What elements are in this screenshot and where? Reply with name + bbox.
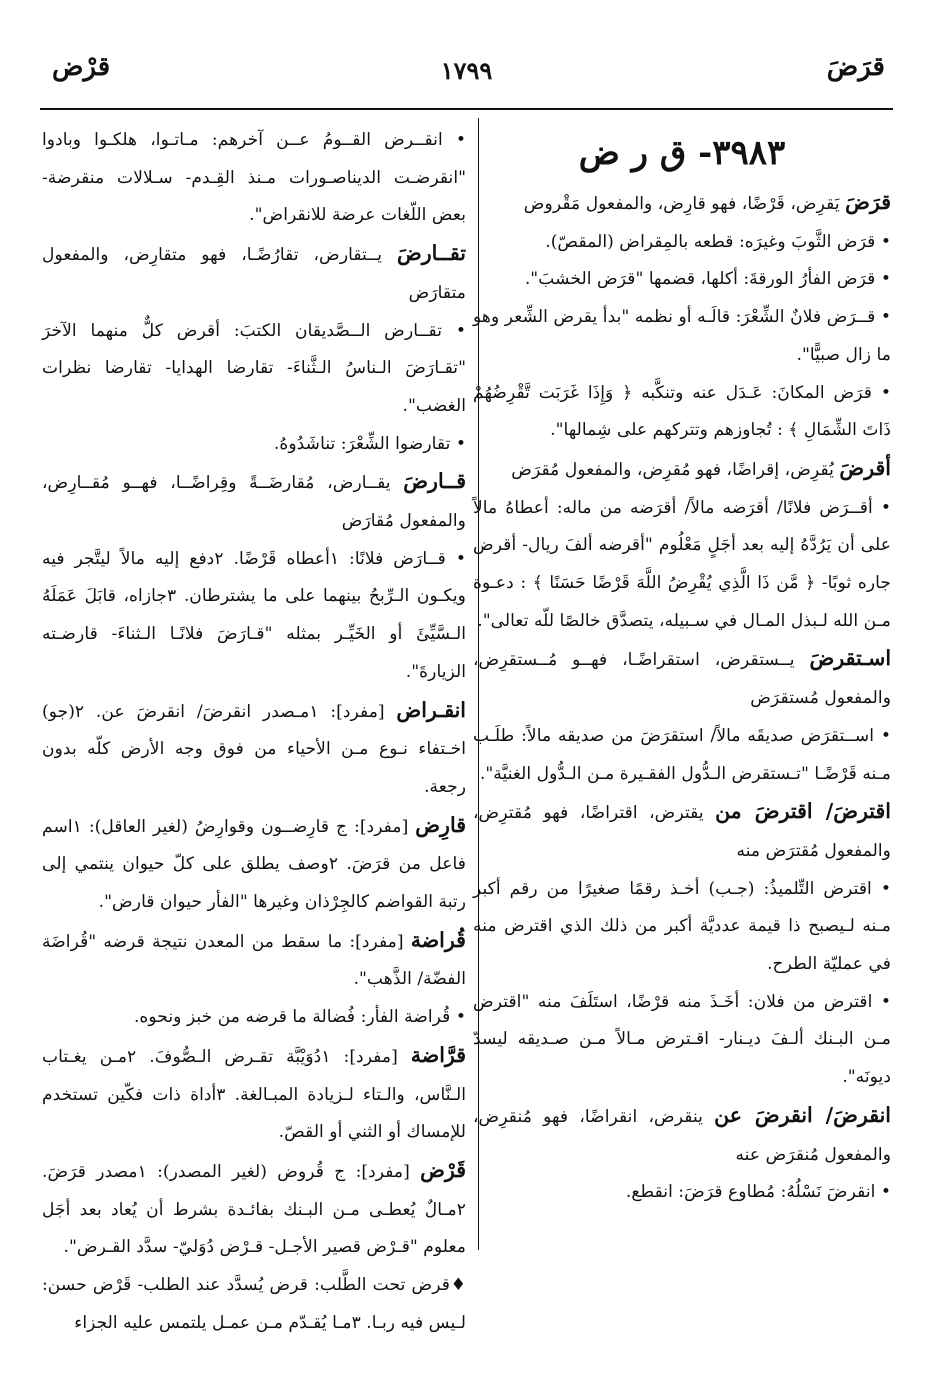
left-column [42, 122, 466, 1343]
entry-headword-paragraph [42, 1037, 466, 1152]
entry-text: يقترض، اقتراضًا، فهو مُقترِض، والمفعول مُقترَض منه [473, 803, 891, 861]
right-column-entries [473, 184, 891, 1212]
header-guide-word-left: قرْض [52, 52, 111, 82]
entry-sense-paragraph [473, 299, 891, 374]
entry-text: يــستقرض، استقراضًـا، فهــو مُــستقرِض، والمفعول مُستقرَض [473, 650, 891, 709]
entry-headword: قرَضَ [845, 190, 891, 214]
entry-text: ينقرض، انقراضًا، فهو مُنقرِض، والمفعول مُنقرَض عنه [473, 1106, 891, 1165]
entry-sense-paragraph [42, 122, 466, 235]
entry-sense-paragraph [473, 490, 891, 641]
entry-sense-paragraph [42, 999, 466, 1037]
entry-text: ♦قرض تحت الطَّلب: قرض يُسدَّد عند الطلب- قَرْض حسن: لـيس فيه ربـا. ٣مـا يُقـدّم مـن عمـل يلتمس عليه الجزاء [42, 1275, 466, 1333]
entry-sense-paragraph [42, 1267, 466, 1342]
entry-headword: انقرضَ/ انقرضَ عن [714, 1102, 891, 1127]
entry-sense-paragraph [42, 313, 466, 426]
entry-headword: اقترضَ/ اقترضَ من [715, 799, 891, 824]
entry-sense-paragraph [473, 984, 891, 1097]
entry-headword-paragraph [42, 1152, 466, 1267]
entry-text: • انقرضَ نَسْلُهُ: مُطاوع قرَضَ: انقطع. [625, 1182, 891, 1203]
entry-headword: قرَّاضة [410, 1042, 467, 1067]
entry-text: [مفرد]: ج قُروض (لغير المصدر): ١مصدر قرَضَ. ٢مـالٌ يُعطـى مـن البـنك بفائـدة بشرط أن يُعاد بعد أجَل معلوم "قـرْض قصير الأجـل- قـرْض دُوَليّ- سدَّد القـرض". [42, 1161, 466, 1258]
entry-headword-paragraph [42, 463, 466, 540]
entry-headword-paragraph [42, 692, 466, 807]
entry-text: • قرَض المكانَ: عَـدَل عنه وتنكَّبه ﴿ وَإِذَا غَرَبَت تَّقْرِضُهُمْ ذَاتَ الشِّمَالِ ﴾ : تُجاوزهم وتتركهم على شِمالها". [473, 382, 891, 441]
entry-text: • قرَض الثَّوبَ وغيرَه: قطعه بالمِقراض (المقصّ). [545, 231, 891, 252]
entry-sense-paragraph [473, 224, 891, 262]
entry-text: • قُراضة الفأر: فُضالة ما قرضه من خبز ونحوه. [133, 1007, 466, 1028]
entry-headword: قــارضَ [403, 469, 467, 494]
entry-headword-paragraph [473, 450, 891, 490]
header-rule [40, 108, 893, 110]
entry-sense-paragraph [42, 426, 466, 464]
entry-text: • قــارَض فلانًا: ١أعطاه قَرْضًا. ٢دفع إليه مالاً ليتَّجر فيه ويكـون الـرِّبحُ بينهما على ما يشترطان. ٣جازاه، قابَلَ عَمَلَهُ الـسَّيِّئَ أو الخَيِّـر بمثله "قـارَضَ فلانًـا الـثناءَ- قارضـته الزيارةَ". [42, 548, 466, 682]
entry-sense-paragraph [473, 261, 891, 299]
entry-text: • قرَض الفأرُ الورقةَ: أكلها، قضمها "قرَض الخشبَ". [524, 269, 891, 290]
right-column [473, 122, 891, 1212]
entry-text: يُقرِض، إقراضًا، فهو مُقرِض، والمفعول مُقرَض [511, 459, 834, 480]
entry-headword-paragraph [42, 235, 466, 312]
header-guide-word-right: قرَضَ [826, 52, 885, 82]
entry-text: • اقترض من فلان: أخَـذَ منه قرْضًا، استَلَفَ منه "اقترض مـن البـنك ألـفَ ديـنار- اقـترض مـالاً مـن صـديقه ليسدّ ديونَه". [473, 991, 891, 1088]
entry-text: • قــرَض فلانٌ الشِّعْرَ: قالَـه أو نظمه "بدأ يقرض الشِّعر وهو ما زال صبيًّا". [473, 307, 891, 365]
entry-headword-paragraph [473, 640, 891, 717]
entry-headword: قَرْض [420, 1157, 467, 1182]
entry-text: • تقارضوا الشِّعْرَ: تناشَدُوهُ. [273, 433, 466, 454]
entry-headword: تقــارضَ [396, 241, 466, 266]
entry-text: • أقــرَض فلانًا/ أقرَضه مالاً/ أقرَضه من ماله: أعطاهُ مالاً على أن يَرُدَّهُ إليه بعد أجَلٍ مَعْلُوم "أقرضه ألفَ ريال- أقرض جاره ثوبًا- ﴿ مَّن ذَا الَّذِي يُقْرِضُ اللَّهَ قَرْضًا حَسَنًا ﴾ : دعـوة مـن الله لـبذل المـال في سـبيله، يتصدَّق خالصًا للّه تعالى". [473, 497, 891, 631]
entry-sense-paragraph [473, 718, 891, 793]
entry-text: • انقــرض القــومُ عــن آخرهم: مـاتـوا، هلكـوا وبادوا "انقرضـت الديناصـورات مـنذ القِـدم- سـلالات منقرضة- بعض اللّغات عرضة للانقراض". [42, 130, 466, 226]
entry-sense-paragraph [473, 375, 891, 450]
left-column-entries [42, 122, 466, 1343]
entry-text: [مفرد]: ج قارِضــون وقوارِضُ (لغير العاقل): ١اسم فاعل من قرَضَ. ٢وصف يطلق على كلّ حيوان ينتمي إلى رتبة القواضم كالجِرْذان وغيرها "الفأر حيوان قارض". [42, 816, 466, 913]
page-number: ١٧٩٩ [440, 56, 493, 85]
entry-text: [مفرد]: ١دُوَيْبَّة تقـرض الـصُّوفَ. ٢مـن يغـتاب الـنَّاس، والـتاء لـزيادة المبـالغة. ٣أداة ذات فكّين تستخدم للإمساك أو الثني أو القصّ. [42, 1046, 466, 1143]
entry-sense-paragraph [473, 871, 891, 984]
entry-text: يَقرِض، قَرْضًا، فهو قارِض، والمفعول مَقْروض [523, 194, 840, 214]
root-title: ٣٩٨٣- ق ر ض [578, 133, 786, 173]
entry-headword-paragraph [473, 1097, 891, 1174]
entry-sense-paragraph [42, 541, 466, 692]
entry-headword: انقـراض [396, 697, 466, 722]
entry-headword: قُراضة [410, 927, 466, 952]
entry-text: • تقــارض الــصَّديقان الكتبَ: أقرض كلٌّ منهما الآخرَ "تقـارَضَ الـناسُ الـثَّناءَ- تقارضا الهدايا- تقارضا نظرات الغضب". [42, 320, 466, 416]
entry-headword-paragraph [473, 793, 891, 870]
entry-headword: قارِض [415, 812, 466, 837]
entry-headword: اسـتقرضَ [809, 646, 892, 671]
entry-headword-paragraph [42, 922, 466, 999]
entry-text: • اســتقرَض صديقَه مالاً/ استقرَضَ من صديقه مالاً: طلَـب مـنه قَرْضًـا "تـستقرض الـدُّول الفقـيرة مـن الـدُّول الغنيَّة". [473, 725, 891, 784]
entry-headword: أقرضَ [839, 455, 891, 480]
entry-text: يقــارض، مُقارضَــةً وقِراضًــا، فهــو مُقــارِض، والمفعول مُقارَض [42, 473, 466, 532]
entry-text: يــتقارض، تقارُضًـا، فهو متقارِض، والمفعول متقارَض [42, 245, 466, 303]
entry-headword-paragraph [42, 807, 466, 922]
entry-text: [مفرد]: ما سقط من المعدن نتيجة قرضه "قُراضَة الفضّة/ الذَّهب". [42, 931, 466, 990]
entry-sense-paragraph [473, 1174, 891, 1212]
entry-text: [مفرد]: ١مـصدر انقرضَ/ انقرضَ عن. ٢(جو) اخـتفاء نـوع مـن الأحياء من فوق وجه الأرض كلّه بدون رجعة. [42, 701, 466, 797]
entry-headword-paragraph [473, 184, 891, 224]
entry-text: • اقترض التِّلميذُ: (جـب) أخـذ رقمًا صغيرًا من رقم أكبر مـنه لـيصبح ذا قيمة عدديَّة أكبر من ذلك الذي اقترض منه في عمليّة الطرح. [473, 878, 891, 975]
